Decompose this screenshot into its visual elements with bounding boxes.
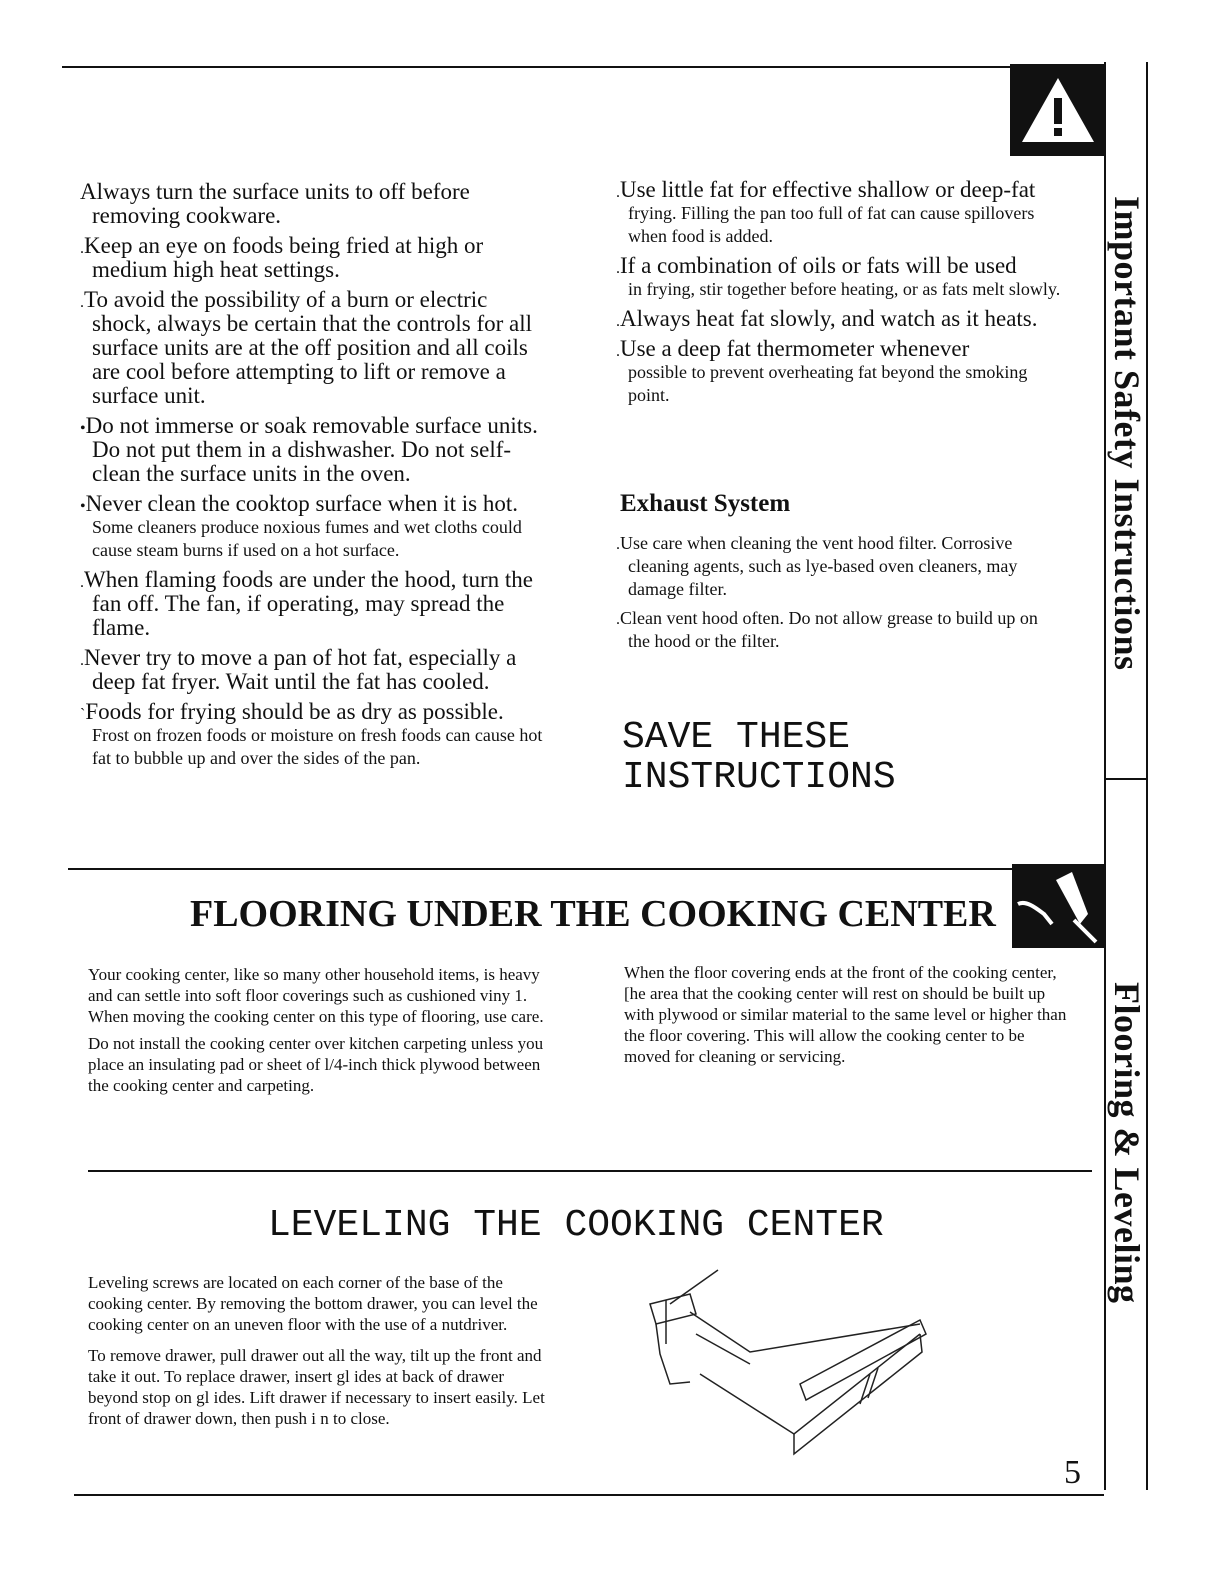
safety-left-item bbox=[80, 568, 550, 640]
bullet-mark: ` bbox=[80, 706, 86, 723]
safety-left-item-text: To avoid the possibility of a burn or electric shock, always be certain that the controls for all surface units are at the off position and all coils are cool before attempting to lift or remove a surface unit. bbox=[84, 287, 533, 408]
safety-left-item-text: Never try to move a pan of hot fat, especially a deep fat fryer. Wait until the fat has cooled. bbox=[84, 645, 517, 694]
safety-right-item bbox=[616, 254, 1066, 301]
flooring-icon bbox=[1012, 864, 1104, 948]
flooring-paragraph: Do not install the cooking center over kitchen carpeting unless you place an insulating pad or sheet of l/4-inch thick plywood between the cooking center and carpeting. bbox=[88, 1034, 544, 1095]
flooring-paragraph: Your cooking center, like so many other household items, is heavy and can settle into soft floor coverings such as cushioned viny 1. When moving the cooking center on this type of flooring, use care. bbox=[88, 965, 544, 1026]
safety-left-column bbox=[80, 180, 550, 776]
drawer-illustration bbox=[630, 1264, 940, 1464]
flooring-left-text bbox=[88, 964, 558, 1096]
leveling-heading: LEVELING THE COOKING CENTER bbox=[268, 1204, 884, 1247]
safety-left-item bbox=[80, 700, 550, 770]
safety-left-item-text: Never clean the cooktop surface when it is hot. bbox=[85, 491, 518, 516]
safety-left-item-text: When flaming foods are under the hood, turn the fan off. The fan, if operating, may spread the flame. bbox=[84, 567, 534, 640]
safety-right-item-text: Always heat fat slowly, and watch as it heats. bbox=[620, 306, 1038, 331]
save-instructions-line1: SAVE THESE bbox=[622, 716, 851, 759]
safety-right-item-text: Use little fat for effective shallow or deep-fat bbox=[620, 177, 1036, 202]
exhaust-item-text: Use care when cleaning the vent hood filter. Corrosive cleaning agents, such as lye-based oven cleaners, may damage filter. bbox=[620, 533, 1018, 599]
safety-left-item-detail: Some cleaners produce noxious fumes and wet cloths could cause steam burns if used on a hot surface. bbox=[92, 517, 522, 560]
safety-left-item-text: Foods for frying should be as dry as possible. bbox=[85, 699, 504, 724]
safety-right-item bbox=[616, 178, 1066, 248]
bullet-mark: . bbox=[80, 294, 84, 311]
bullet-mark: . bbox=[80, 652, 84, 669]
flooring-paragraph: When the floor covering ends at the front of the cooking center, [he area that the cooking center will rest on should be built up with plywood or similar material to the same level or higher than the floor covering. This will allow the cooking center to be moved for cleaning or servicing. bbox=[624, 963, 1067, 1066]
bottom-rule bbox=[74, 1494, 1104, 1496]
safety-left-item-text: Do not immerse or soak removable surface units. Do not put them in a dishwasher. Do not self-clean the surface units in the oven. bbox=[85, 413, 538, 486]
bullet-mark: . bbox=[616, 343, 620, 360]
safety-right-item-text: If a combination of oils or fats will be used bbox=[620, 253, 1017, 278]
side-tab-divider bbox=[1104, 778, 1146, 780]
leveling-paragraph: To remove drawer, pull drawer out all the way, tilt up the front and take it out. To replace drawer, insert gl ides at back of drawer beyond stop on gl ides. Lift drawer if necessary to insert easily. Let front of drawer down, then push i n to close. bbox=[88, 1346, 545, 1428]
exhaust-list bbox=[616, 532, 1056, 659]
safety-right-column bbox=[616, 178, 1066, 413]
safety-right-item bbox=[616, 307, 1066, 331]
bullet-mark: . bbox=[616, 184, 620, 201]
exhaust-item bbox=[616, 532, 1056, 601]
safety-right-item-detail: possible to prevent overheating fat beyond the smoking point. bbox=[628, 362, 1028, 405]
leveling-paragraph: Leveling screws are located on each corner of the base of the cooking center. By removing the bottom drawer, you can level the cooking center on an uneven floor with the use of a nutdriver. bbox=[88, 1273, 538, 1334]
exhaust-heading: Exhaust System bbox=[620, 490, 791, 517]
safety-left-item-detail: Frost on frozen foods or moisture on fresh foods can cause hot fat to bubble up and over the sides of the pan. bbox=[92, 725, 543, 768]
safety-right-item-detail: in frying, stir together before heating, or as fats melt slowly. bbox=[628, 279, 1061, 299]
safety-left-item bbox=[80, 646, 550, 694]
flooring-heading: FLOORING UNDER THE COOKING CENTER bbox=[190, 893, 996, 935]
leveling-rule bbox=[88, 1170, 1092, 1172]
safety-left-item-text: Always turn the surface units to off before removing cookware. bbox=[80, 179, 470, 228]
safety-right-item-detail: frying. Filling the pan too full of fat can cause spillovers when food is added. bbox=[628, 203, 1035, 246]
bullet-mark: . bbox=[80, 574, 84, 591]
bullet-mark: . bbox=[616, 611, 620, 628]
safety-left-item bbox=[80, 492, 550, 562]
safety-right-item-text: Use a deep fat thermometer whenever bbox=[620, 336, 970, 361]
flooring-rule bbox=[68, 868, 1104, 870]
side-tab-safety: Important Safety Instructions bbox=[1107, 196, 1147, 671]
exhaust-item-text: Clean vent hood often. Do not allow grease to build up on the hood or the filter. bbox=[620, 608, 1038, 651]
leveling-text bbox=[88, 1272, 556, 1429]
safety-right-item bbox=[616, 337, 1066, 407]
safety-left-item bbox=[80, 414, 550, 486]
bullet-mark: • bbox=[80, 498, 86, 515]
bullet-mark: • bbox=[80, 420, 86, 437]
exhaust-item bbox=[616, 607, 1056, 653]
bullet-mark: . bbox=[616, 536, 620, 553]
side-tab-flooring: Flooring & Leveling bbox=[1107, 982, 1147, 1304]
safety-left-item bbox=[80, 180, 550, 228]
warning-icon bbox=[1010, 64, 1106, 156]
top-rule bbox=[62, 66, 1102, 68]
bullet-mark: . bbox=[616, 260, 620, 277]
safety-left-item-text: Keep an eye on foods being fried at high or medium high heat settings. bbox=[84, 233, 484, 282]
safety-left-item bbox=[80, 234, 550, 282]
bullet-mark: . bbox=[80, 240, 84, 257]
safety-left-item bbox=[80, 288, 550, 408]
save-instructions-line2: INSTRUCTIONS bbox=[622, 756, 896, 799]
page-number: 5 bbox=[1064, 1454, 1081, 1491]
flooring-right-text bbox=[624, 962, 1070, 1067]
bullet-mark: . bbox=[616, 313, 620, 330]
